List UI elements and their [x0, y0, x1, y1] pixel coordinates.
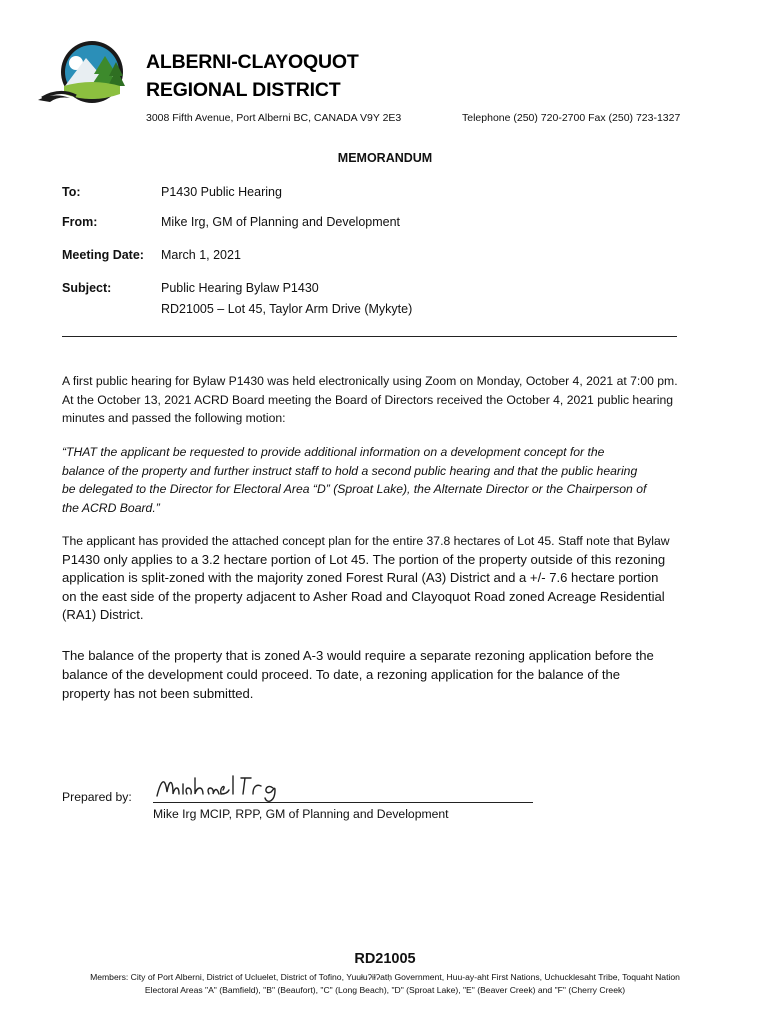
- paragraph-line: A first public hearing for Bylaw P1430 was held electronically using Zoom on Monday, October 4, 2021 at 7:00 pm.: [62, 374, 678, 388]
- memo-title: MEMORANDUM: [337, 151, 433, 165]
- signatory-name: Mike Irg MCIP, RPP, GM of Planning and Development: [153, 807, 449, 821]
- members-footer: [0, 971, 770, 997]
- org-name-line1: ALBERNI-CLAYOQUOT: [146, 51, 359, 73]
- paragraph-line: balance of the development could proceed. To date, a rezoning application for the balance of the: [62, 667, 621, 682]
- subject-label: Subject:: [62, 281, 112, 295]
- paragraph-line: application is split-zoned with the majority zoned Forest Rural (A3) District and a +/- 7.6 hectare portion: [62, 570, 659, 585]
- subject-line-1: Public Hearing Bylaw P1430: [161, 281, 319, 295]
- quote-line: balance of the property and further instruct staff to hold a second public hearing and that the public hearing: [62, 463, 638, 478]
- prepared-by-label: Prepared by:: [62, 790, 132, 804]
- paragraph-balance: [62, 646, 712, 703]
- file-number: RD21005: [354, 951, 416, 967]
- paragraph-line: on the east side of the property adjacent to Asher Road and Clayoquot Road zoned Acreage Residential: [62, 588, 665, 604]
- paragraph-line: property has not been submitted.: [62, 686, 254, 701]
- meeting-date-label: Meeting Date:: [62, 248, 144, 262]
- paragraph-line: minutes and passed the following motion:: [62, 411, 286, 425]
- org-name-line2: REGIONAL DISTRICT: [146, 79, 341, 101]
- paragraph-hearing: [62, 372, 712, 428]
- acrd-logo-icon: [36, 38, 134, 110]
- header-divider: [62, 336, 677, 337]
- members-line-1: Members: City of Port Alberni, District of Ucluelet, District of Tofino, Yuułuʔiłʔatḥ Government, Huu-ay-aht First Nations, Uchucklesaht Tribe, Toquaht Nation: [90, 972, 680, 982]
- subject-line-2: RD21005 – Lot 45, Taylor Arm Drive (Mykyte): [161, 302, 413, 316]
- motion-quote: [62, 443, 712, 517]
- members-line-2: Electoral Areas "A" (Bamfield), "B" (Beaufort), "C" (Long Beach), "D" (Sproat Lake), "E" (Beaver Creek) and "F" (Cherry Creek): [144, 985, 626, 995]
- handwritten-signature: [153, 772, 293, 806]
- from-value: Mike Irg, GM of Planning and Development: [161, 215, 401, 229]
- from-label: From:: [62, 215, 98, 229]
- paragraph-concept-plan: [62, 532, 712, 625]
- paragraph-line: (RA1) District.: [62, 607, 144, 622]
- to-label: To:: [62, 185, 81, 199]
- quote-line: the ACRD Board.”: [62, 500, 160, 515]
- paragraph-line: The balance of the property that is zoned A-3 would require a separate rezoning application before the: [62, 648, 654, 663]
- paragraph-line: The applicant has provided the attached concept plan for the entire 37.8 hectares of Lot 45. Staff note that Bylaw: [62, 534, 670, 548]
- org-address: 3008 Fifth Avenue, Port Alberni BC, CANADA V9Y 2E3: [146, 112, 402, 124]
- signature-line: [153, 802, 533, 803]
- paragraph-line: P1430 only applies to a 3.2 hectare portion of Lot 45. The portion of the property outside of this rezoning: [62, 551, 666, 567]
- quote-line: “THAT the applicant be requested to provide additional information on a development concept for the: [62, 445, 605, 459]
- quote-line: be delegated to the Director for Electoral Area “D” (Sproat Lake), the Alternate Director or the Chairperson of: [62, 482, 647, 496]
- paragraph-line: At the October 13, 2021 ACRD Board meeting the Board of Directors received the October 4, 2021 public hearing: [62, 392, 674, 407]
- to-value: P1430 Public Hearing: [161, 185, 282, 199]
- meeting-date-value: March 1, 2021: [161, 248, 241, 262]
- org-phone: Telephone (250) 720-2700 Fax (250) 723-1327: [462, 112, 681, 124]
